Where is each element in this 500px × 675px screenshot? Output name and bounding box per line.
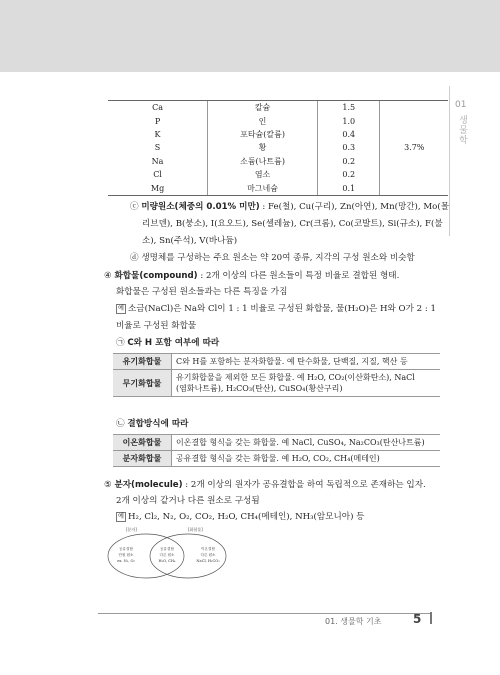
table-row	[108, 141, 448, 154]
table-row	[108, 101, 448, 115]
molecule-line-2: 2개 이상의 같거나 다른 원소로 구성됨	[116, 496, 260, 506]
element-sym: P	[154, 116, 161, 126]
chapter-number: 01	[455, 100, 467, 110]
molecular-label: 분자화합물	[113, 451, 172, 467]
venn-right-2: 다른 원소	[200, 553, 216, 557]
header-band	[0, 0, 500, 73]
table-row	[113, 451, 440, 467]
example-icon: 예	[116, 304, 126, 314]
inorganic-label: 무기화합물	[113, 370, 172, 397]
element-name: 소듐(나트륨)	[208, 155, 318, 168]
table-row	[108, 168, 448, 181]
molecular-text: 공유결합 형식을 갖는 화합물. 예 H₂O, CO₂, CH₄(메테인)	[172, 451, 441, 467]
molecule-compound-venn-diagram	[104, 526, 234, 582]
element-sym: K	[154, 129, 161, 139]
total-percent: 3.7%	[380, 141, 448, 154]
venn-mid-1: 공유결합	[160, 547, 174, 551]
ionic-label: 이온화합물	[113, 435, 172, 451]
salt-line-2: 비율로 구성된 화합물	[116, 321, 197, 331]
compound-line-2: 화합물은 구성된 원소들과는 다른 특징을 가짐	[116, 287, 288, 297]
venn-mid-3: H₂O, CH₄	[158, 559, 176, 563]
bond-title-line: ㉡ 결합방식에 따라	[116, 419, 189, 429]
salt-line-1: 예 소금(NaCl)은 Na와 Cl이 1 : 1 비율로 구성된 화합물, 물(H₂O)은 H와 O가 2 : 1	[116, 303, 436, 315]
total-cell	[380, 128, 448, 141]
organic-table	[113, 353, 440, 397]
ch-title-line: ㉠ C와 H 포함 여부에 따라	[116, 338, 220, 348]
table-row	[113, 354, 440, 370]
compound-line: ④ 화합물(compound) : 2개 이상의 다른 원소들이 특정 비율로 결합된 형태.	[104, 271, 400, 281]
micro-title: 미량원소(체중의 0.01% 미만)	[141, 202, 260, 212]
table-row	[108, 181, 448, 195]
total-cell	[380, 155, 448, 168]
element-name: 포타슘(칼륨)	[208, 128, 318, 141]
page-number: 5	[413, 612, 422, 626]
molecule-line: ⑤ 분자(molecule) : 2개 이상의 원자가 공유결합을 하여 독립적으로 존재하는 입자.	[104, 480, 426, 490]
element-sym: S	[154, 143, 161, 153]
venn-left-3: ex. N₂, O₂	[117, 559, 135, 563]
element-pct: 0.4	[318, 128, 380, 141]
element-pct: 0.1	[318, 181, 380, 195]
table-row	[113, 370, 440, 397]
organic-text: C와 H를 포함하는 분자화합물. 예 탄수화물, 단백질, 지질, 핵산 등	[172, 354, 441, 370]
table-row	[113, 435, 440, 451]
footer-rule	[98, 613, 430, 614]
element-pct: 0.2	[318, 168, 380, 181]
element-sym: Mg	[108, 181, 208, 195]
element-name: 칼슘	[208, 101, 318, 115]
venn-right-title: [화합물]	[188, 527, 203, 532]
bio-line: ⓓ 생명체를 구성하는 주요 원소는 약 20여 종류, 지각의 구성 원소와 비슷함	[130, 253, 415, 263]
table-row	[108, 128, 448, 141]
micro-line-2: 리브덴), B(붕소), I(요오드), Se(셀레늄), Cr(크롬), Co(코발트), Si(규소), F(불	[142, 219, 443, 229]
venn-right-3: NaCl, H₂CO₃	[196, 559, 220, 563]
element-pct: 0.2	[318, 155, 380, 168]
organic-label: 유기화합물	[113, 354, 172, 370]
example-icon: 예	[116, 512, 126, 522]
venn-left-title: [분자]	[126, 527, 137, 532]
micro-line-3: 소), Sn(주석), V(바나듐)	[142, 236, 238, 246]
total-cell	[380, 168, 448, 181]
element-table	[108, 100, 448, 196]
element-name: 염소	[208, 168, 318, 181]
element-sym: Cl	[153, 170, 162, 180]
ionic-text: 이온결합 형식을 갖는 화합물. 예 NaCl, CuSO₄, Na₂CO₃(탄산나트륨)	[172, 435, 441, 451]
venn-mid-2: 다른 원소	[159, 553, 175, 557]
total-cell	[380, 181, 448, 195]
element-pct: 0.3	[318, 141, 380, 154]
venn-left-2: 단원 원소	[118, 553, 134, 557]
element-pct: 1.0	[318, 114, 380, 127]
micro-line-1: ⓒ 미량원소(체중의 0.01% 미만) : Fe(철), Cu(구리), Zn(아연), Mn(망간), Mo(몰	[130, 202, 450, 212]
table-row	[108, 155, 448, 168]
bond-table	[113, 434, 440, 467]
inorganic-text: 유기화합물을 제외한 모든 화합물. 예 H₂O, CO₂(이산화탄소), NaCl (염화나트륨), H₂CO₃(탄산), CuSO₄(황산구리)	[172, 370, 441, 397]
molecule-title: 분자(molecule)	[114, 480, 183, 490]
venn-left-1: 공유결합	[119, 547, 133, 551]
element-name: 황	[208, 141, 318, 154]
footer-chapter: 01. 생물학 기초	[325, 617, 382, 626]
chapter-side-title: 생물학	[457, 115, 467, 145]
element-pct: 1.5	[318, 101, 380, 115]
venn-right-1: 이온결합	[201, 547, 215, 551]
molecule-example: 예 H₂, Cl₂, N₂, O₂, CO₂, H₂O, CH₄(메테인), NH₃(암모니아) 등	[116, 511, 364, 523]
total-cell	[380, 114, 448, 127]
total-cell	[380, 101, 448, 115]
element-name: 인	[208, 114, 318, 127]
element-name: 마그네슘	[208, 181, 318, 195]
element-sym: Na	[151, 156, 164, 166]
element-sym: Ca	[108, 101, 208, 115]
table-row	[108, 114, 448, 127]
compound-title: 화합물(compound)	[114, 271, 198, 281]
footer-tick	[430, 612, 432, 624]
